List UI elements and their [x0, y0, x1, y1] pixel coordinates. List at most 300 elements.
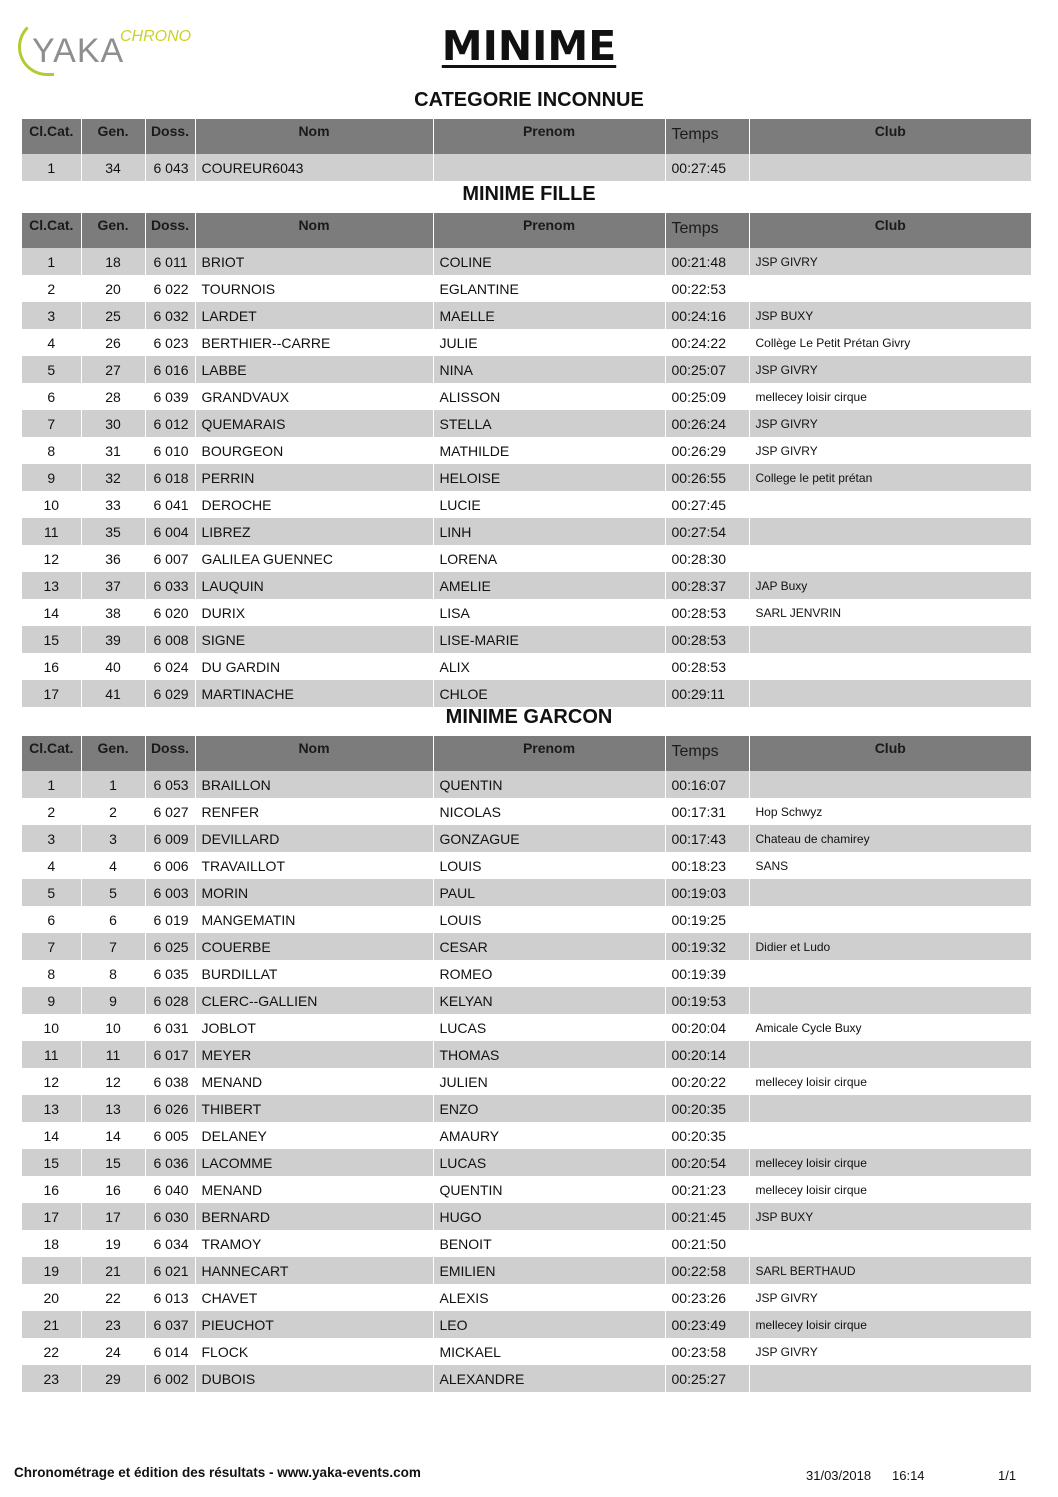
cell-doss: 6 003: [145, 879, 195, 906]
cell-cl-cat: 13: [22, 1095, 81, 1122]
cell-nom: DUBOIS: [195, 1365, 433, 1392]
cell-prenom: PAUL: [433, 879, 665, 906]
cell-club: mellecey loisir cirque: [749, 383, 1031, 410]
cell-temps: 00:20:04: [665, 1014, 749, 1041]
table-row: [22, 1257, 1031, 1284]
footer-credit: Chronométrage et édition des résultats - www.yaka-events.com: [14, 1465, 421, 1480]
cell-gen: 16: [81, 1176, 145, 1203]
cell-nom: LAUQUIN: [195, 572, 433, 599]
cell-nom: MANGEMATIN: [195, 906, 433, 933]
cell-cl-cat: 11: [22, 1041, 81, 1068]
cell-temps: 00:26:24: [665, 410, 749, 437]
cell-nom: DELANEY: [195, 1122, 433, 1149]
cell-prenom: QUENTIN: [433, 1176, 665, 1203]
column-header-doss: Doss.: [145, 119, 195, 154]
cell-doss: 6 038: [145, 1068, 195, 1095]
cell-cl-cat: 20: [22, 1284, 81, 1311]
cell-gen: 20: [81, 275, 145, 302]
cell-prenom: JULIEN: [433, 1068, 665, 1095]
cell-prenom: COLINE: [433, 248, 665, 275]
table-row: [22, 1095, 1031, 1122]
column-header-gen: Gen.: [81, 736, 145, 771]
cell-doss: 6 019: [145, 906, 195, 933]
cell-prenom: CHLOE: [433, 680, 665, 707]
cell-doss: 6 014: [145, 1338, 195, 1365]
cell-club: JSP GIVRY: [749, 248, 1031, 275]
cell-prenom: JULIE: [433, 329, 665, 356]
cell-prenom: LOUIS: [433, 906, 665, 933]
table-row: [22, 410, 1031, 437]
cell-prenom: LUCAS: [433, 1014, 665, 1041]
cell-cl-cat: 19: [22, 1257, 81, 1284]
column-header-nom: Nom: [195, 119, 433, 154]
cell-prenom: LISA: [433, 599, 665, 626]
cell-cl-cat: 5: [22, 356, 81, 383]
table-row: [22, 1338, 1031, 1365]
cell-doss: 6 023: [145, 329, 195, 356]
cell-cl-cat: 14: [22, 599, 81, 626]
cell-cl-cat: 11: [22, 518, 81, 545]
cell-gen: 28: [81, 383, 145, 410]
cell-temps: 00:28:30: [665, 545, 749, 572]
cell-doss: 6 041: [145, 491, 195, 518]
cell-temps: 00:28:53: [665, 653, 749, 680]
cell-doss: 6 008: [145, 626, 195, 653]
cell-nom: BERTHIER--CARRE: [195, 329, 433, 356]
cell-prenom: ENZO: [433, 1095, 665, 1122]
cell-gen: 17: [81, 1203, 145, 1230]
cell-club: [749, 1122, 1031, 1149]
cell-nom: RENFER: [195, 798, 433, 825]
cell-cl-cat: 3: [22, 825, 81, 852]
cell-temps: 00:28:53: [665, 599, 749, 626]
cell-prenom: ALIX: [433, 653, 665, 680]
column-header-nom: Nom: [195, 736, 433, 771]
column-header-prenom: Prenom: [433, 213, 665, 248]
cell-gen: 39: [81, 626, 145, 653]
table-row: [22, 825, 1031, 852]
cell-nom: TOURNOIS: [195, 275, 433, 302]
cell-prenom: NINA: [433, 356, 665, 383]
cell-prenom: BENOIT: [433, 1230, 665, 1257]
cell-club: mellecey loisir cirque: [749, 1068, 1031, 1095]
table-header-row: [22, 213, 1031, 248]
cell-club: Hop Schwyz: [749, 798, 1031, 825]
cell-gen: 1: [81, 771, 145, 798]
cell-doss: 6 024: [145, 653, 195, 680]
table-row: [22, 464, 1031, 491]
table-row: [22, 653, 1031, 680]
cell-prenom: LOUIS: [433, 852, 665, 879]
cell-gen: 14: [81, 1122, 145, 1149]
cell-prenom: QUENTIN: [433, 771, 665, 798]
cell-doss: 6 043: [145, 154, 195, 181]
cell-cl-cat: 6: [22, 906, 81, 933]
table-row: [22, 879, 1031, 906]
cell-doss: 6 010: [145, 437, 195, 464]
cell-cl-cat: 8: [22, 960, 81, 987]
cell-prenom: MAELLE: [433, 302, 665, 329]
cell-nom: HANNECART: [195, 1257, 433, 1284]
cell-club: College le petit prétan: [749, 464, 1031, 491]
cell-gen: 18: [81, 248, 145, 275]
cell-temps: 00:20:35: [665, 1095, 749, 1122]
table-row: [22, 987, 1031, 1014]
cell-gen: 33: [81, 491, 145, 518]
cell-club: JSP GIVRY: [749, 1284, 1031, 1311]
cell-club: [749, 771, 1031, 798]
cell-cl-cat: 1: [22, 771, 81, 798]
cell-prenom: MATHILDE: [433, 437, 665, 464]
cell-gen: 7: [81, 933, 145, 960]
cell-prenom: ROMEO: [433, 960, 665, 987]
cell-prenom: STELLA: [433, 410, 665, 437]
cell-temps: 00:26:29: [665, 437, 749, 464]
column-header-club: Club: [749, 736, 1031, 771]
table-row: [22, 1311, 1031, 1338]
cell-gen: 29: [81, 1365, 145, 1392]
cell-doss: 6 034: [145, 1230, 195, 1257]
results-table-garcon: [22, 736, 1031, 1392]
section-title-garcon: MINIME GARCON: [445, 706, 613, 728]
cell-prenom: LISE-MARIE: [433, 626, 665, 653]
cell-temps: 00:24:16: [665, 302, 749, 329]
table-row: [22, 852, 1031, 879]
cell-gen: 4: [81, 852, 145, 879]
table-row: [22, 1122, 1031, 1149]
cell-doss: 6 006: [145, 852, 195, 879]
table-row: [22, 1041, 1031, 1068]
cell-doss: 6 009: [145, 825, 195, 852]
cell-doss: 6 007: [145, 545, 195, 572]
column-header-cl-cat: Cl.Cat.: [22, 736, 81, 771]
cell-temps: 00:21:45: [665, 1203, 749, 1230]
results-table-fille: [22, 213, 1031, 707]
cell-doss: 6 002: [145, 1365, 195, 1392]
table-row: [22, 545, 1031, 572]
cell-temps: 00:19:39: [665, 960, 749, 987]
cell-temps: 00:17:43: [665, 825, 749, 852]
column-header-club: Club: [749, 119, 1031, 154]
cell-cl-cat: 10: [22, 491, 81, 518]
cell-temps: 00:25:07: [665, 356, 749, 383]
section-title-fille: MINIME FILLE: [462, 183, 596, 205]
cell-cl-cat: 21: [22, 1311, 81, 1338]
cell-temps: 00:20:22: [665, 1068, 749, 1095]
cell-temps: 00:23:49: [665, 1311, 749, 1338]
cell-doss: 6 013: [145, 1284, 195, 1311]
cell-club: [749, 653, 1031, 680]
cell-nom: BRAILLON: [195, 771, 433, 798]
cell-cl-cat: 15: [22, 1149, 81, 1176]
cell-nom: DU GARDIN: [195, 653, 433, 680]
cell-nom: LACOMME: [195, 1149, 433, 1176]
cell-gen: 6: [81, 906, 145, 933]
table-row: [22, 1149, 1031, 1176]
cell-nom: CLERC--GALLIEN: [195, 987, 433, 1014]
cell-club: [749, 987, 1031, 1014]
cell-gen: 15: [81, 1149, 145, 1176]
table-row: [22, 599, 1031, 626]
cell-temps: 00:20:35: [665, 1122, 749, 1149]
cell-nom: BERNARD: [195, 1203, 433, 1230]
cell-prenom: ALEXIS: [433, 1284, 665, 1311]
cell-prenom: THOMAS: [433, 1041, 665, 1068]
cell-nom: MARTINACHE: [195, 680, 433, 707]
cell-cl-cat: 6: [22, 383, 81, 410]
cell-temps: 00:19:32: [665, 933, 749, 960]
cell-gen: 9: [81, 987, 145, 1014]
cell-cl-cat: 7: [22, 933, 81, 960]
cell-club: [749, 906, 1031, 933]
cell-cl-cat: 9: [22, 464, 81, 491]
cell-club: [749, 960, 1031, 987]
cell-prenom: [433, 154, 665, 181]
cell-doss: 6 022: [145, 275, 195, 302]
cell-gen: 21: [81, 1257, 145, 1284]
cell-club: [749, 1095, 1031, 1122]
cell-prenom: ALISSON: [433, 383, 665, 410]
table-row: [22, 518, 1031, 545]
table-row: [22, 383, 1031, 410]
column-header-prenom: Prenom: [433, 736, 665, 771]
table-row: [22, 275, 1031, 302]
column-header-club: Club: [749, 213, 1031, 248]
cell-nom: MEYER: [195, 1041, 433, 1068]
cell-club: [749, 1041, 1031, 1068]
cell-club: Chateau de chamirey: [749, 825, 1031, 852]
cell-club: SANS: [749, 852, 1031, 879]
cell-nom: COUREUR6043: [195, 154, 433, 181]
cell-doss: 6 018: [145, 464, 195, 491]
cell-nom: DEROCHE: [195, 491, 433, 518]
cell-doss: 6 029: [145, 680, 195, 707]
logo-yaka-text: YAKA: [32, 32, 125, 70]
cell-gen: 38: [81, 599, 145, 626]
cell-doss: 6 039: [145, 383, 195, 410]
table-row: [22, 906, 1031, 933]
cell-nom: THIBERT: [195, 1095, 433, 1122]
cell-temps: 00:22:53: [665, 275, 749, 302]
cell-club: Didier et Ludo: [749, 933, 1031, 960]
cell-cl-cat: 10: [22, 1014, 81, 1041]
cell-gen: 23: [81, 1311, 145, 1338]
cell-prenom: HELOISE: [433, 464, 665, 491]
cell-prenom: GONZAGUE: [433, 825, 665, 852]
cell-club: JSP GIVRY: [749, 356, 1031, 383]
column-header-nom: Nom: [195, 213, 433, 248]
cell-club: [749, 545, 1031, 572]
cell-cl-cat: 7: [22, 410, 81, 437]
cell-temps: 00:29:11: [665, 680, 749, 707]
cell-gen: 10: [81, 1014, 145, 1041]
cell-cl-cat: 23: [22, 1365, 81, 1392]
cell-prenom: CESAR: [433, 933, 665, 960]
cell-gen: 13: [81, 1095, 145, 1122]
cell-club: [749, 275, 1031, 302]
cell-doss: 6 005: [145, 1122, 195, 1149]
cell-nom: COUERBE: [195, 933, 433, 960]
cell-prenom: EMILIEN: [433, 1257, 665, 1284]
cell-prenom: MICKAEL: [433, 1338, 665, 1365]
cell-temps: 00:23:58: [665, 1338, 749, 1365]
cell-gen: 35: [81, 518, 145, 545]
cell-temps: 00:20:14: [665, 1041, 749, 1068]
cell-temps: 00:23:26: [665, 1284, 749, 1311]
cell-gen: 36: [81, 545, 145, 572]
cell-doss: 6 012: [145, 410, 195, 437]
cell-nom: BOURGEON: [195, 437, 433, 464]
table-row: [22, 1176, 1031, 1203]
cell-cl-cat: 13: [22, 572, 81, 599]
cell-gen: 37: [81, 572, 145, 599]
cell-cl-cat: 16: [22, 653, 81, 680]
cell-cl-cat: 12: [22, 545, 81, 572]
cell-nom: GALILEA GUENNEC: [195, 545, 433, 572]
column-header-gen: Gen.: [81, 213, 145, 248]
cell-doss: 6 025: [145, 933, 195, 960]
cell-gen: 30: [81, 410, 145, 437]
cell-doss: 6 017: [145, 1041, 195, 1068]
cell-temps: 00:21:23: [665, 1176, 749, 1203]
cell-cl-cat: 12: [22, 1068, 81, 1095]
cell-gen: 41: [81, 680, 145, 707]
column-header-doss: Doss.: [145, 213, 195, 248]
cell-cl-cat: 22: [22, 1338, 81, 1365]
cell-temps: 00:25:27: [665, 1365, 749, 1392]
cell-temps: 00:25:09: [665, 383, 749, 410]
cell-gen: 22: [81, 1284, 145, 1311]
cell-temps: 00:21:50: [665, 1230, 749, 1257]
cell-prenom: NICOLAS: [433, 798, 665, 825]
cell-prenom: LORENA: [433, 545, 665, 572]
cell-nom: MENAND: [195, 1176, 433, 1203]
table-row: [22, 248, 1031, 275]
cell-temps: 00:26:55: [665, 464, 749, 491]
footer-time: 16:14: [892, 1468, 925, 1483]
column-header-cl-cat: Cl.Cat.: [22, 119, 81, 154]
cell-doss: 6 053: [145, 771, 195, 798]
column-header-prenom: Prenom: [433, 119, 665, 154]
cell-nom: LABBE: [195, 356, 433, 383]
footer-date: 31/03/2018: [806, 1468, 872, 1483]
cell-doss: 6 040: [145, 1176, 195, 1203]
cell-cl-cat: 3: [22, 302, 81, 329]
cell-temps: 00:20:54: [665, 1149, 749, 1176]
cell-club: [749, 879, 1031, 906]
cell-gen: 12: [81, 1068, 145, 1095]
cell-club: mellecey loisir cirque: [749, 1311, 1031, 1338]
cell-prenom: ALEXANDRE: [433, 1365, 665, 1392]
table-row: [22, 960, 1031, 987]
cell-nom: MORIN: [195, 879, 433, 906]
column-header-doss: Doss.: [145, 736, 195, 771]
cell-nom: BRIOT: [195, 248, 433, 275]
table-header-row: [22, 119, 1031, 154]
cell-club: [749, 154, 1031, 181]
cell-club: [749, 626, 1031, 653]
cell-doss: 6 031: [145, 1014, 195, 1041]
cell-gen: 24: [81, 1338, 145, 1365]
cell-gen: 25: [81, 302, 145, 329]
table-row: [22, 933, 1031, 960]
cell-cl-cat: 4: [22, 852, 81, 879]
cell-prenom: LUCIE: [433, 491, 665, 518]
cell-club: Collège Le Petit Prétan Givry: [749, 329, 1031, 356]
cell-cl-cat: 18: [22, 1230, 81, 1257]
cell-nom: BURDILLAT: [195, 960, 433, 987]
cell-gen: 40: [81, 653, 145, 680]
table-row: [22, 1068, 1031, 1095]
cell-nom: LARDET: [195, 302, 433, 329]
cell-gen: 34: [81, 154, 145, 181]
cell-club: [749, 1365, 1031, 1392]
cell-doss: 6 035: [145, 960, 195, 987]
cell-cl-cat: 14: [22, 1122, 81, 1149]
cell-club: mellecey loisir cirque: [749, 1149, 1031, 1176]
table-row: [22, 680, 1031, 707]
cell-prenom: LEO: [433, 1311, 665, 1338]
cell-gen: 32: [81, 464, 145, 491]
table-row: [22, 771, 1031, 798]
cell-cl-cat: 4: [22, 329, 81, 356]
cell-prenom: AMELIE: [433, 572, 665, 599]
cell-cl-cat: 16: [22, 1176, 81, 1203]
cell-cl-cat: 9: [22, 987, 81, 1014]
cell-doss: 6 020: [145, 599, 195, 626]
cell-doss: 6 028: [145, 987, 195, 1014]
column-header-temps: Temps: [665, 119, 749, 154]
cell-doss: 6 021: [145, 1257, 195, 1284]
cell-doss: 6 026: [145, 1095, 195, 1122]
footer-page-number: 1/1: [998, 1468, 1017, 1483]
column-header-temps: Temps: [665, 213, 749, 248]
cell-nom: TRAVAILLOT: [195, 852, 433, 879]
cell-gen: 26: [81, 329, 145, 356]
cell-club: JSP GIVRY: [749, 1338, 1031, 1365]
cell-nom: PERRIN: [195, 464, 433, 491]
cell-temps: 00:18:23: [665, 852, 749, 879]
cell-nom: SIGNE: [195, 626, 433, 653]
cell-club: mellecey loisir cirque: [749, 1176, 1031, 1203]
cell-club: [749, 518, 1031, 545]
cell-doss: 6 030: [145, 1203, 195, 1230]
cell-prenom: HUGO: [433, 1203, 665, 1230]
table-row: [22, 1203, 1031, 1230]
cell-temps: 00:19:03: [665, 879, 749, 906]
cell-cl-cat: 17: [22, 1203, 81, 1230]
cell-club: JSP GIVRY: [749, 410, 1031, 437]
cell-doss: 6 027: [145, 798, 195, 825]
column-header-gen: Gen.: [81, 119, 145, 154]
cell-cl-cat: 1: [22, 248, 81, 275]
cell-doss: 6 032: [145, 302, 195, 329]
cell-club: JSP BUXY: [749, 1203, 1031, 1230]
cell-nom: CHAVET: [195, 1284, 433, 1311]
page-title: MINIME: [441, 22, 617, 70]
cell-nom: DEVILLARD: [195, 825, 433, 852]
cell-doss: 6 036: [145, 1149, 195, 1176]
table-row: [22, 572, 1031, 599]
cell-nom: QUEMARAIS: [195, 410, 433, 437]
cell-doss: 6 037: [145, 1311, 195, 1338]
cell-nom: TRAMOY: [195, 1230, 433, 1257]
cell-temps: 00:17:31: [665, 798, 749, 825]
cell-club: JAP Buxy: [749, 572, 1031, 599]
column-header-cl-cat: Cl.Cat.: [22, 213, 81, 248]
cell-temps: 00:28:53: [665, 626, 749, 653]
cell-nom: JOBLOT: [195, 1014, 433, 1041]
